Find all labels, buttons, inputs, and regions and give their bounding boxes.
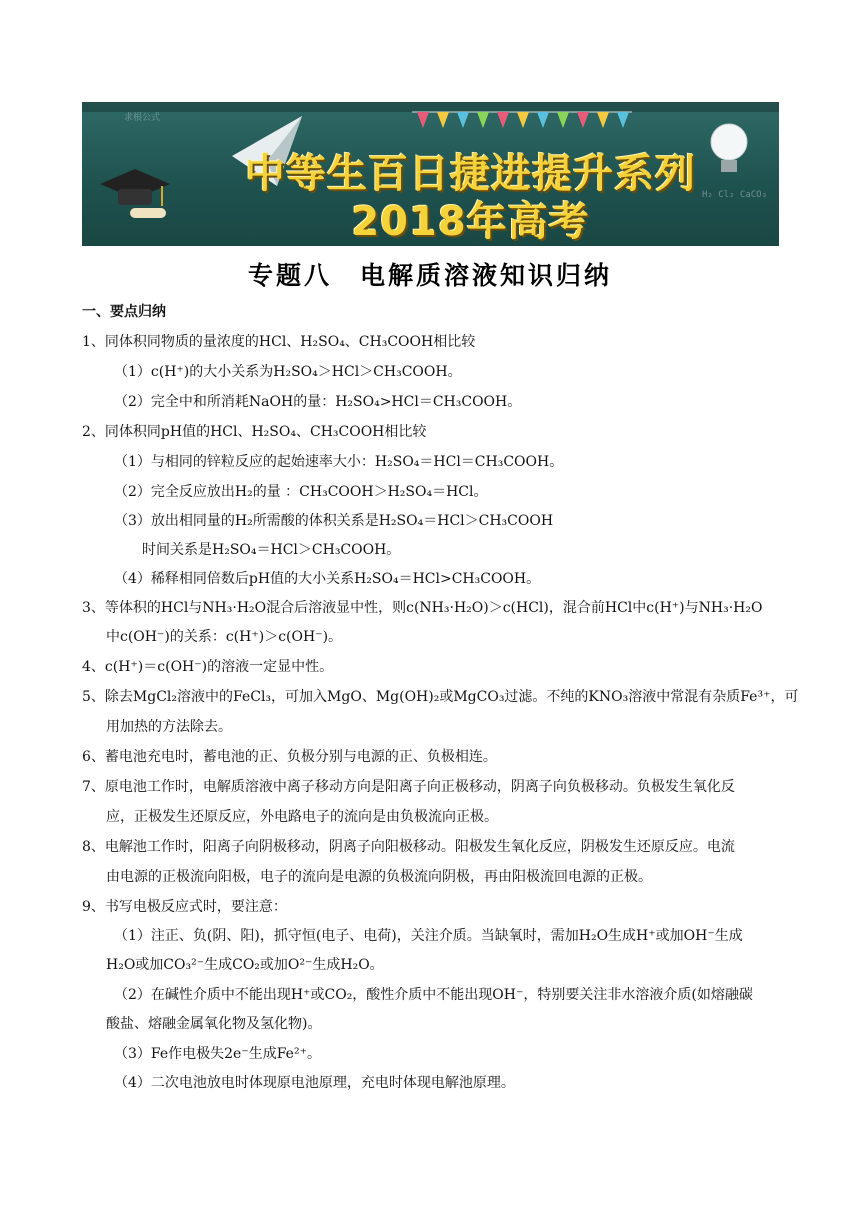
text-line: （2）完全反应放出H₂的量 ：CH₃COOH＞H₂SO₄＝HCl。 [114,484,488,500]
banner-title-line1: 中等生百日捷进提升系列 [245,151,696,197]
topic-title: 专题八 电解质溶液知识归纳 [247,261,612,290]
text-line: 用加热的方法除去。 [106,719,232,735]
text-line: 由电源的正极流向阳极，电子的流向是电源的负极流向阴极，再由阳极流回电源的正极。 [106,869,652,885]
text-line: （2）完全中和所消耗NaOH的量：H₂SO₄>HCl＝CH₃COOH。 [114,394,522,410]
text-line: 4、c(H⁺)＝c(OH⁻)的溶液一定显中性。 [82,659,334,675]
text-line: 7、原电池工作时，电解质溶液中离子移动方向是阳离子向正极移动，阴离子向负极移动。负极发生氧化反 [82,779,735,795]
text-line: 5、除去MgCl₂溶液中的FeCl₃，可加入MgO、Mg(OH)₂或MgCO₃过滤。不纯的KNO₃溶液中常混有杂质Fe³⁺，可 [82,689,799,705]
text-line: 9、书写电极反应式时，要注意： [82,899,287,915]
text-line: 时间关系是H₂SO₄＝HCl＞CH₃COOH。 [142,542,401,558]
text-line: 酸盐、熔融金属氧化物及氢化物)。 [106,1016,322,1032]
text-line: 8、电解池工作时，阳离子向阴极移动，阴离子向阳极移动。阳极发生氧化反应，阴极发生还原反应。电流 [82,839,735,855]
text-line: （4）二次电池放电时体现原电池原理，充电时体现电解池原理。 [114,1075,515,1091]
text-line: 1、同体积同物质的量浓度的HCl、H₂SO₄、CH₃COOH相比较 [82,334,476,350]
text-line: 2、同体积同pH值的HCl、H₂SO₄、CH₃COOH相比较 [82,424,427,440]
text-line: 应，正极发生还原反应，外电路电子的流向是由负极流向正极。 [106,809,498,825]
header-banner [82,102,779,246]
text-line: 6、蓄电池充电时，蓄电池的正、负极分别与电源的正、负极相连。 [82,749,497,765]
bunting-decoration [412,108,632,138]
text-line: （1）与相同的锌粒反应的起始速率大小：H₂SO₄＝HCl＝CH₃COOH。 [114,454,564,470]
text-line: 中c(OH⁻)的关系：c(H⁺)＞c(OH⁻)。 [106,629,343,645]
section-heading: 一、要点归纳 [82,304,166,320]
text-line: （1）c(H⁺)的大小关系为H₂SO₄＞HCl＞CH₃COOH。 [114,364,462,380]
text-line: 3、等体积的HCl与NH₃·H₂O混合后溶液显中性，则c(NH₃·H₂O)＞c(HCl)，混合前HCl中c(H⁺)与NH₃·H₂O [82,600,763,616]
banner-scribble: 求根公式 [124,113,161,123]
text-line: （3）Fe作电极失2e⁻生成Fe²⁺。 [114,1046,321,1062]
text-line: （1）注正、负(阴、阳)，抓守恒(电子、电荷)，关注介质。当缺氧时，需加H₂O生成H⁺或加OH⁻生成 [114,928,743,944]
banner-scribble: H₂ Cl₂ CaCO₃ [702,190,768,200]
text-line: （4）稀释相同倍数后pH值的大小关系H₂SO₄＝HCl>CH₃COOH。 [114,571,541,587]
text-line: H₂O或加CO₃²⁻生成CO₂或加O²⁻生成H₂O。 [106,957,384,973]
text-line: （2）在碱性介质中不能出现H⁺或CO₂，酸性介质中不能出现OH⁻，特别要关注非水溶液介质(如熔融碳 [114,987,753,1003]
banner-title-line2: 2018年高考 [351,199,590,245]
text-line: （3）放出相同量的H₂所需酸的体积关系是H₂SO₄＝HCl＞CH₃COOH [114,513,554,529]
